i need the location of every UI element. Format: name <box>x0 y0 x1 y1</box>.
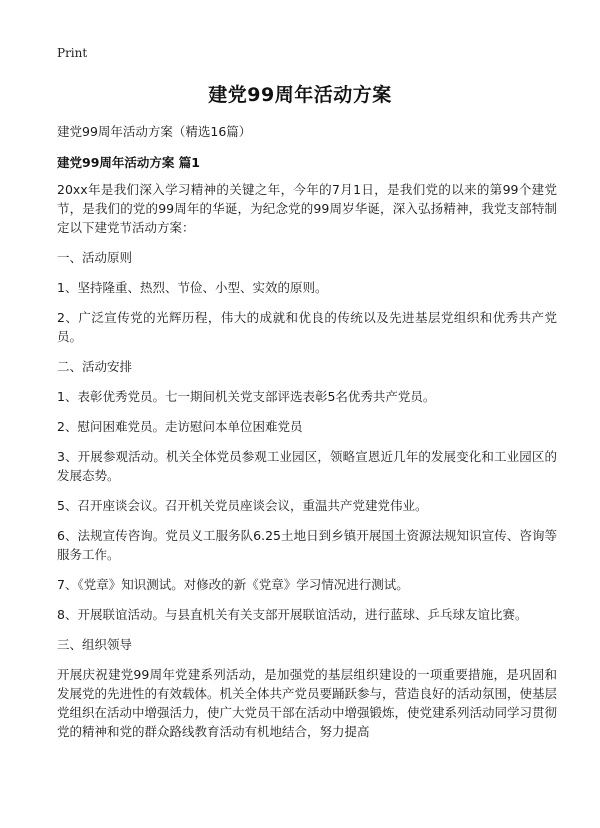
print-link[interactable]: Print <box>57 46 88 60</box>
heading-leadership: 三、组织领导 <box>57 637 133 652</box>
arrangement-item: 2、慰问困难党员。走访慰问本单位困难党员 <box>57 419 303 434</box>
arrangement-item: 1、表彰优秀党员。七一期间机关党支部评选表彰5名优秀共产党员。 <box>57 389 436 404</box>
principle-item: 1、坚持隆重、热烈、节俭、小型、实效的原则。 <box>57 280 328 295</box>
page-subtitle: 建党99周年活动方案（精选16篇） <box>57 124 252 139</box>
leadership-paragraph: 开展庆祝建党99周年党建系列活动，是加强党的基层组织建设的一项重要措施，是巩固和发展党的先进性的有效载体。机关全体共产党员要踊跃参与，营造良好的活动氛围，使基层党组织在活动中增强活力，使广大党员干部在活动中增强锻炼，使党建系列活动同学习贯彻党的精神和党的群众路线教育活动有机地结合，努力提高 <box>57 667 558 739</box>
arrangement-item: 8、开展联谊活动。与县直机关有关支部开展联谊活动，进行蓝球、乒乓球友谊比赛。 <box>57 607 528 622</box>
arrangement-item: 6、法规宣传咨询。党员义工服务队6.25土地日到乡镇开展国土资源法规知识宣传、咨询等服务工作。 <box>57 528 557 562</box>
arrangement-item: 5、召开座谈会议。召开机关党员座谈会议，重温共产党建党伟业。 <box>57 498 428 513</box>
arrangement-item: 3、开展参观活动。机关全体党员参观工业园区，领略宣恩近几年的发展变化和工业园区的发展态势。 <box>57 449 557 483</box>
arrangement-item: 7、《党章》知识测试。对修改的新《党章》学习情况进行测试。 <box>57 577 409 592</box>
document-body <box>57 180 557 752</box>
page-title: 建党99周年活动方案 <box>208 84 392 106</box>
section-heading: 建党99周年活动方案 篇1 <box>57 155 200 170</box>
heading-arrangements: 二、活动安排 <box>57 359 133 374</box>
principle-item: 2、广泛宣传党的光辉历程，伟大的成就和优良的传统以及先进基层党组织和优秀共产党员。 <box>57 310 557 344</box>
intro-paragraph: 20xx年是我们深入学习精神的关键之年，今年的7月1日，是我们党的以来的第99个建党节，是我们的党的99周年的华诞，为纪念党的99周岁华诞，深入弘扬精神，我党支部特制定以下建党节活动方案： <box>57 182 557 235</box>
heading-principles: 一、活动原则 <box>57 250 133 265</box>
